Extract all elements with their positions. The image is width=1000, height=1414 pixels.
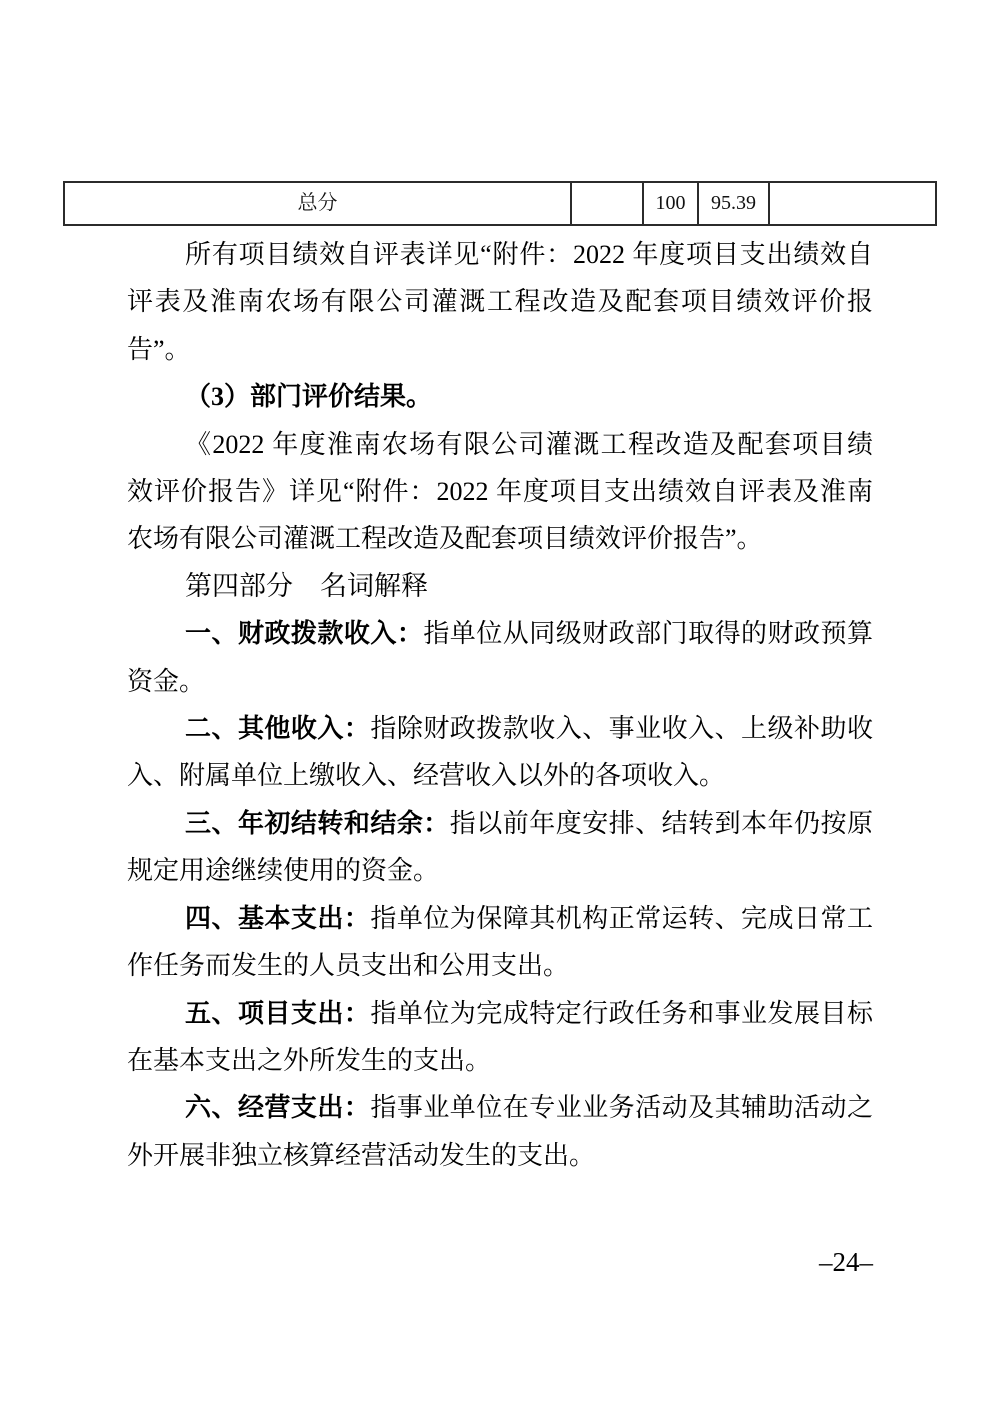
term-definition-line: 一、财政拨款收入：指单位从同级财政部门取得的财政预算 bbox=[185, 619, 873, 649]
part4-terms-heading: 第四部分 名词解释 bbox=[185, 570, 428, 601]
term-label: 三、年初结转和结余： bbox=[185, 808, 450, 838]
table-cell-total-label: 总分 bbox=[297, 192, 338, 214]
paragraph-line: 《2022 年度淮南农场有限公司灌溉工程改造及配套项目绩 bbox=[185, 429, 873, 459]
paragraph-line: 效评价报告》详见“附件：2022 年度项目支出绩效自评表及淮南 bbox=[127, 477, 873, 507]
term-label: 五、项目支出： bbox=[185, 998, 371, 1028]
term-definition-line: 三、年初结转和结余：指以前年度安排、结转到本年仍按原 bbox=[185, 808, 873, 838]
table-cell-empty-1 bbox=[570, 183, 642, 224]
term-definition-line: 二、其他收入：指除财政拨款收入、事业收入、上级补助收 bbox=[185, 714, 873, 744]
table-cell-score-value: 95.39 bbox=[697, 183, 768, 224]
score-summary-table bbox=[63, 181, 937, 226]
term-definition-line: 四、基本支出：指单位为保障其机构正常运转、完成日常工 bbox=[185, 903, 873, 933]
table-cell-max-score: 100 bbox=[642, 183, 697, 224]
table-cell-empty-2 bbox=[768, 183, 935, 224]
paragraph-line: 农场有限公司灌溉工程改造及配套项目绩效评价报告”。 bbox=[127, 524, 763, 554]
dept-evaluation-result-heading: （3）部门评价结果。 bbox=[185, 382, 433, 412]
term-label: 二、其他收入： bbox=[185, 714, 371, 744]
term-definition-line: 资金。 bbox=[127, 666, 206, 696]
term-definition-line: 六、经营支出：指事业单位在专业业务活动及其辅助活动之 bbox=[185, 1093, 873, 1123]
paragraph-line: 所有项目绩效自评表详见“附件：2022 年度项目支出绩效自 bbox=[185, 240, 873, 269]
term-definition-line: 五、项目支出：指单位为完成特定行政任务和事业发展目标 bbox=[185, 998, 873, 1028]
term-label: 六、经营支出： bbox=[185, 1093, 371, 1123]
document-body bbox=[127, 231, 873, 1179]
paragraph-line: 告”。 bbox=[127, 334, 191, 364]
term-definition-line: 外开展非独立核算经营活动发生的支出。 bbox=[127, 1140, 596, 1170]
term-definition-line: 入、附属单位上缴收入、经营收入以外的各项收入。 bbox=[127, 761, 726, 791]
paragraph-line: 评表及淮南农场有限公司灌溉工程改造及配套项目绩效评价报 bbox=[127, 287, 873, 317]
term-label: 四、基本支出： bbox=[185, 903, 371, 933]
page-number: –24– bbox=[819, 1247, 873, 1277]
term-definition-line: 在基本支出之外所发生的支出。 bbox=[127, 1045, 492, 1075]
term-label: 一、财政拨款收入： bbox=[185, 619, 424, 649]
term-definition-line: 规定用途继续使用的资金。 bbox=[127, 856, 440, 886]
term-definition-line: 作任务而发生的人员支出和公用支出。 bbox=[127, 951, 570, 981]
